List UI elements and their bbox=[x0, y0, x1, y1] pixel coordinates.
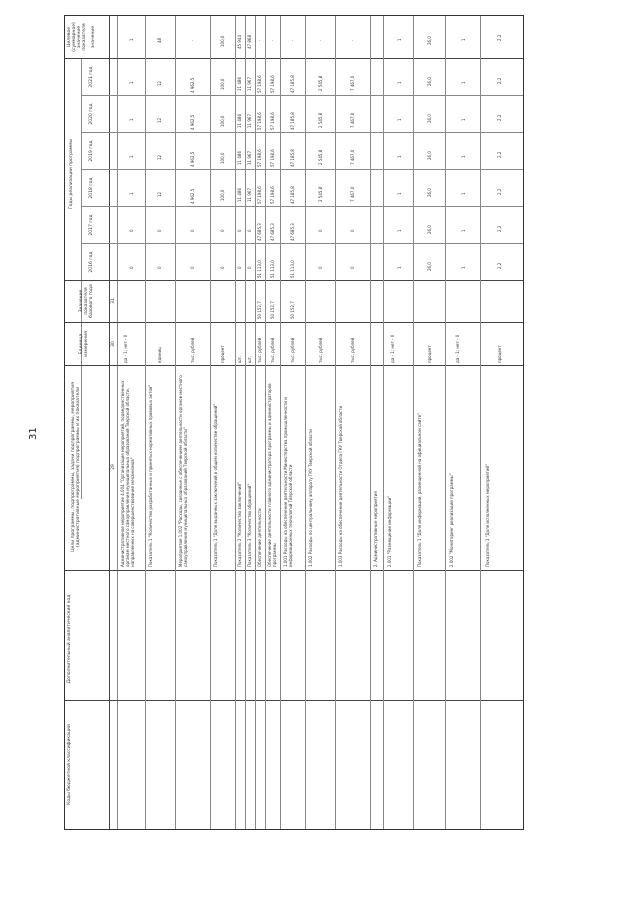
page-number: 31 bbox=[28, 427, 39, 440]
row-value: 1 bbox=[397, 155, 402, 158]
row-value: 1 bbox=[397, 229, 402, 232]
row-value: 2 545,8 bbox=[318, 75, 323, 91]
row-text: Показатель 1 "Количество разработанных и принятых нормативных правовых актов" bbox=[148, 384, 153, 567]
colnum-unit: 30 bbox=[111, 341, 116, 347]
row-value: 2 545,8 bbox=[318, 149, 323, 165]
row-text: Показатель 2 "Количество заключений" bbox=[237, 482, 242, 567]
row-target: 45 944 bbox=[237, 35, 242, 49]
row-target: - bbox=[257, 39, 262, 41]
row-unit: тыс. рублей bbox=[290, 337, 295, 363]
row-target: 1 bbox=[397, 38, 402, 41]
row-value: 1 bbox=[397, 118, 402, 121]
row-value: 0 bbox=[237, 266, 242, 269]
row-text: Показатель 1 "Доля исполненных мероприятий" bbox=[485, 464, 490, 567]
row-target: 1 bbox=[461, 38, 466, 41]
row-value: 1 bbox=[461, 192, 466, 195]
row-value: 0 bbox=[129, 266, 134, 269]
row-value: 100,0 bbox=[220, 152, 225, 164]
row-value: 0 bbox=[350, 229, 355, 232]
row-text: 2.002 "Мониторинг реализации программы" bbox=[449, 473, 454, 567]
row-value: 57 198,6 bbox=[257, 112, 262, 130]
row-value: 100,0 bbox=[220, 115, 225, 127]
row-unit: да - 1; нет - 0 bbox=[123, 334, 128, 363]
row-unit: да - 1; нет - 0 bbox=[455, 334, 460, 363]
row-text: Мероприятие 1.002 "Расходы, связанные с обеспечением деятельности органов местного самоуправления муниципальных образований Тверской области" bbox=[178, 375, 188, 567]
row-value: 57 198,6 bbox=[270, 112, 275, 130]
row-target: 26,0 bbox=[427, 36, 432, 45]
row-value: 0 bbox=[247, 229, 252, 232]
program-table bbox=[64, 15, 524, 830]
row-value: 26,0 bbox=[427, 151, 432, 160]
row-value: 4 962,5 bbox=[190, 114, 195, 130]
row-value: 0 bbox=[318, 229, 323, 232]
row-unit: тыс. рублей bbox=[350, 337, 355, 363]
row-value: 2 545,8 bbox=[318, 186, 323, 202]
row-value: 51 113,0 bbox=[290, 260, 295, 278]
row-value: 1 bbox=[397, 266, 402, 269]
row-unit: единиц bbox=[157, 347, 162, 363]
row-base: 50 152,7 bbox=[257, 301, 262, 319]
row-unit: тыс. рублей bbox=[190, 337, 195, 363]
colnum-base: 31 bbox=[111, 298, 116, 304]
row-value: 26,0 bbox=[427, 77, 432, 86]
row-value: 51 113,0 bbox=[270, 260, 275, 278]
row-value: 47 185,8 bbox=[290, 149, 295, 167]
row-value: 47 185,8 bbox=[290, 112, 295, 130]
row-value: 11 967 bbox=[247, 151, 252, 165]
row-value: 1 bbox=[461, 229, 466, 232]
year-2018: 2018 год bbox=[89, 177, 94, 199]
row-value: 1 bbox=[461, 118, 466, 121]
row-value: 0 bbox=[190, 229, 195, 232]
row-unit: процент bbox=[427, 345, 432, 363]
row-value: 2 545,8 bbox=[318, 112, 323, 128]
row-value: 26,0 bbox=[427, 225, 432, 234]
row-text: Обеспечение деятельности bbox=[257, 508, 262, 567]
row-target: - bbox=[290, 39, 295, 41]
year-2016: 2016 год bbox=[89, 251, 94, 273]
row-value: 12 bbox=[157, 154, 162, 160]
row-value: 0 bbox=[190, 266, 195, 269]
row-value: 12 bbox=[157, 80, 162, 86]
header-names: Цели программы, подпрограммы, задачи подпрограммы, мероприятия (административные мероприятия) подпрограммы и их показатели bbox=[71, 382, 81, 552]
row-text: 2. Административные мероприятия bbox=[373, 491, 378, 567]
row-value: 57 198,6 bbox=[270, 75, 275, 93]
header-target-value: значение bbox=[91, 25, 96, 49]
row-unit: тыс. рублей bbox=[318, 337, 323, 363]
row-value: 0 bbox=[247, 266, 252, 269]
row-value: 26,0 bbox=[427, 262, 432, 271]
year-2019: 2019 год bbox=[89, 140, 94, 162]
row-target: 100,0 bbox=[220, 35, 225, 47]
colnum-names: 29 bbox=[111, 464, 116, 470]
row-value: 47 185,8 bbox=[290, 75, 295, 93]
row-target: - bbox=[270, 39, 275, 41]
row-target: - bbox=[190, 39, 195, 41]
row-value: 7 467,0 bbox=[350, 112, 355, 128]
row-value: 0 bbox=[220, 229, 225, 232]
row-value: 2,2 bbox=[497, 225, 502, 232]
row-target: 1 bbox=[129, 38, 134, 41]
row-base: 50 152,7 bbox=[270, 301, 275, 319]
row-value: 0 bbox=[157, 266, 162, 269]
row-value: 51 113,0 bbox=[257, 260, 262, 278]
row-unit: процент bbox=[497, 345, 502, 363]
row-value: 2,2 bbox=[497, 262, 502, 269]
row-text: Административное мероприятие 4.004 "Организация мероприятий, подведомственных органам местного самоуправления муниципальных образований Тверской области, направленных на совершенствование механизмов" bbox=[120, 380, 135, 567]
row-unit: да - 1; нет - 0 bbox=[390, 334, 395, 363]
row-value: 100,0 bbox=[220, 78, 225, 90]
header-budget-codes: Коды бюджетной классификации bbox=[67, 724, 72, 805]
year-2020: 2020 год bbox=[89, 103, 94, 125]
row-value: 100,0 bbox=[220, 189, 225, 201]
row-value: 7 467,0 bbox=[350, 149, 355, 165]
row-value: 0 bbox=[157, 229, 162, 232]
row-text: 2.001 "Размещение информации" bbox=[387, 495, 392, 567]
row-value: 57 198,6 bbox=[257, 149, 262, 167]
row-target: 2,2 bbox=[497, 34, 502, 41]
header-unit: Единица измерения bbox=[79, 331, 89, 357]
row-text: Показатель 1 "Доля информации, размещенной на официальном сайте" bbox=[417, 413, 422, 567]
row-value: 11 486 bbox=[237, 114, 242, 128]
row-text: 1.003 Расходы на обеспечение деятельности Отдела ГКУ Тверской области bbox=[338, 405, 343, 567]
row-value: 0 bbox=[220, 266, 225, 269]
row-value: 4 962,5 bbox=[190, 151, 195, 167]
row-value: 2,2 bbox=[497, 77, 502, 84]
row-text: 1.001 Расходы на обеспечение деятельности Министерства промышленности и информационных технологий Тверской области bbox=[283, 397, 293, 567]
row-base: 50 152,7 bbox=[290, 301, 295, 319]
row-value: 0 bbox=[318, 266, 323, 269]
header-target: Целевое (суммарное) значение показателя bbox=[67, 22, 87, 52]
row-value: 1 bbox=[129, 81, 134, 84]
row-unit: тыс. рублей bbox=[270, 337, 275, 363]
row-value: 1 bbox=[461, 266, 466, 269]
row-text: Показатель 1 "Доля выданных заключений в общем количестве обращений" bbox=[213, 403, 218, 567]
row-value: 57 198,6 bbox=[257, 186, 262, 204]
row-value: 12 bbox=[157, 191, 162, 197]
row-unit: процент bbox=[220, 345, 225, 363]
row-target: - bbox=[350, 39, 355, 41]
row-value: 11 967 bbox=[247, 188, 252, 202]
row-value: 1 bbox=[461, 155, 466, 158]
row-value: 11 967 bbox=[247, 114, 252, 128]
row-value: 0 bbox=[350, 266, 355, 269]
row-value: 1 bbox=[397, 81, 402, 84]
row-value: 1 bbox=[129, 192, 134, 195]
row-value: 57 198,6 bbox=[270, 149, 275, 167]
row-text: 1.002 Расходы по центральному аппарату ГКУ Тверской области bbox=[308, 429, 313, 567]
row-target: - bbox=[318, 39, 323, 41]
row-unit: тыс. рублей bbox=[257, 337, 262, 363]
row-value: 0 bbox=[129, 229, 134, 232]
header-years: Годы реализации программы bbox=[69, 138, 74, 210]
row-text: Показатель 3 "Количество обращений" bbox=[247, 483, 252, 567]
row-unit: шт. bbox=[247, 355, 252, 363]
row-value: 11 967 bbox=[247, 77, 252, 91]
row-value: 1 bbox=[129, 118, 134, 121]
row-value: 2,2 bbox=[497, 151, 502, 158]
header-base: Значение показателя базового года bbox=[79, 284, 94, 318]
row-value: 57 198,6 bbox=[270, 186, 275, 204]
row-value: 11 486 bbox=[237, 77, 242, 91]
row-value: 26,0 bbox=[427, 114, 432, 123]
row-value: 4 962,5 bbox=[190, 188, 195, 204]
row-value: 47 685,3 bbox=[257, 223, 262, 241]
row-value: 4 962,5 bbox=[190, 77, 195, 93]
row-value: 57 198,6 bbox=[257, 75, 262, 93]
row-value: 2,2 bbox=[497, 188, 502, 195]
row-value: 0 bbox=[237, 229, 242, 232]
row-value: 11 486 bbox=[237, 151, 242, 165]
row-value: 12 bbox=[157, 117, 162, 123]
row-value: 1 bbox=[397, 192, 402, 195]
header-analytic-code: Дополнительный аналитический код bbox=[67, 594, 72, 684]
row-value: 47 685,3 bbox=[290, 223, 295, 241]
row-target: 48 bbox=[157, 37, 162, 43]
row-value: 1 bbox=[129, 155, 134, 158]
row-value: 26,0 bbox=[427, 188, 432, 197]
row-value: 7 467,0 bbox=[350, 75, 355, 91]
row-value: 7 467,0 bbox=[350, 186, 355, 202]
row-unit: шт. bbox=[237, 355, 242, 363]
row-text: Обеспечение деятельности главного администратора программы и администраторов программы bbox=[267, 383, 277, 567]
row-value: 47 185,8 bbox=[290, 186, 295, 204]
row-target: 47 868 bbox=[247, 35, 252, 49]
year-2017: 2017 год bbox=[89, 214, 94, 236]
year-2021: 2021 год bbox=[89, 66, 94, 88]
row-value: 11 486 bbox=[237, 188, 242, 202]
row-value: 2,2 bbox=[497, 114, 502, 121]
row-value: 1 bbox=[461, 81, 466, 84]
row-value: 47 685,3 bbox=[270, 223, 275, 241]
